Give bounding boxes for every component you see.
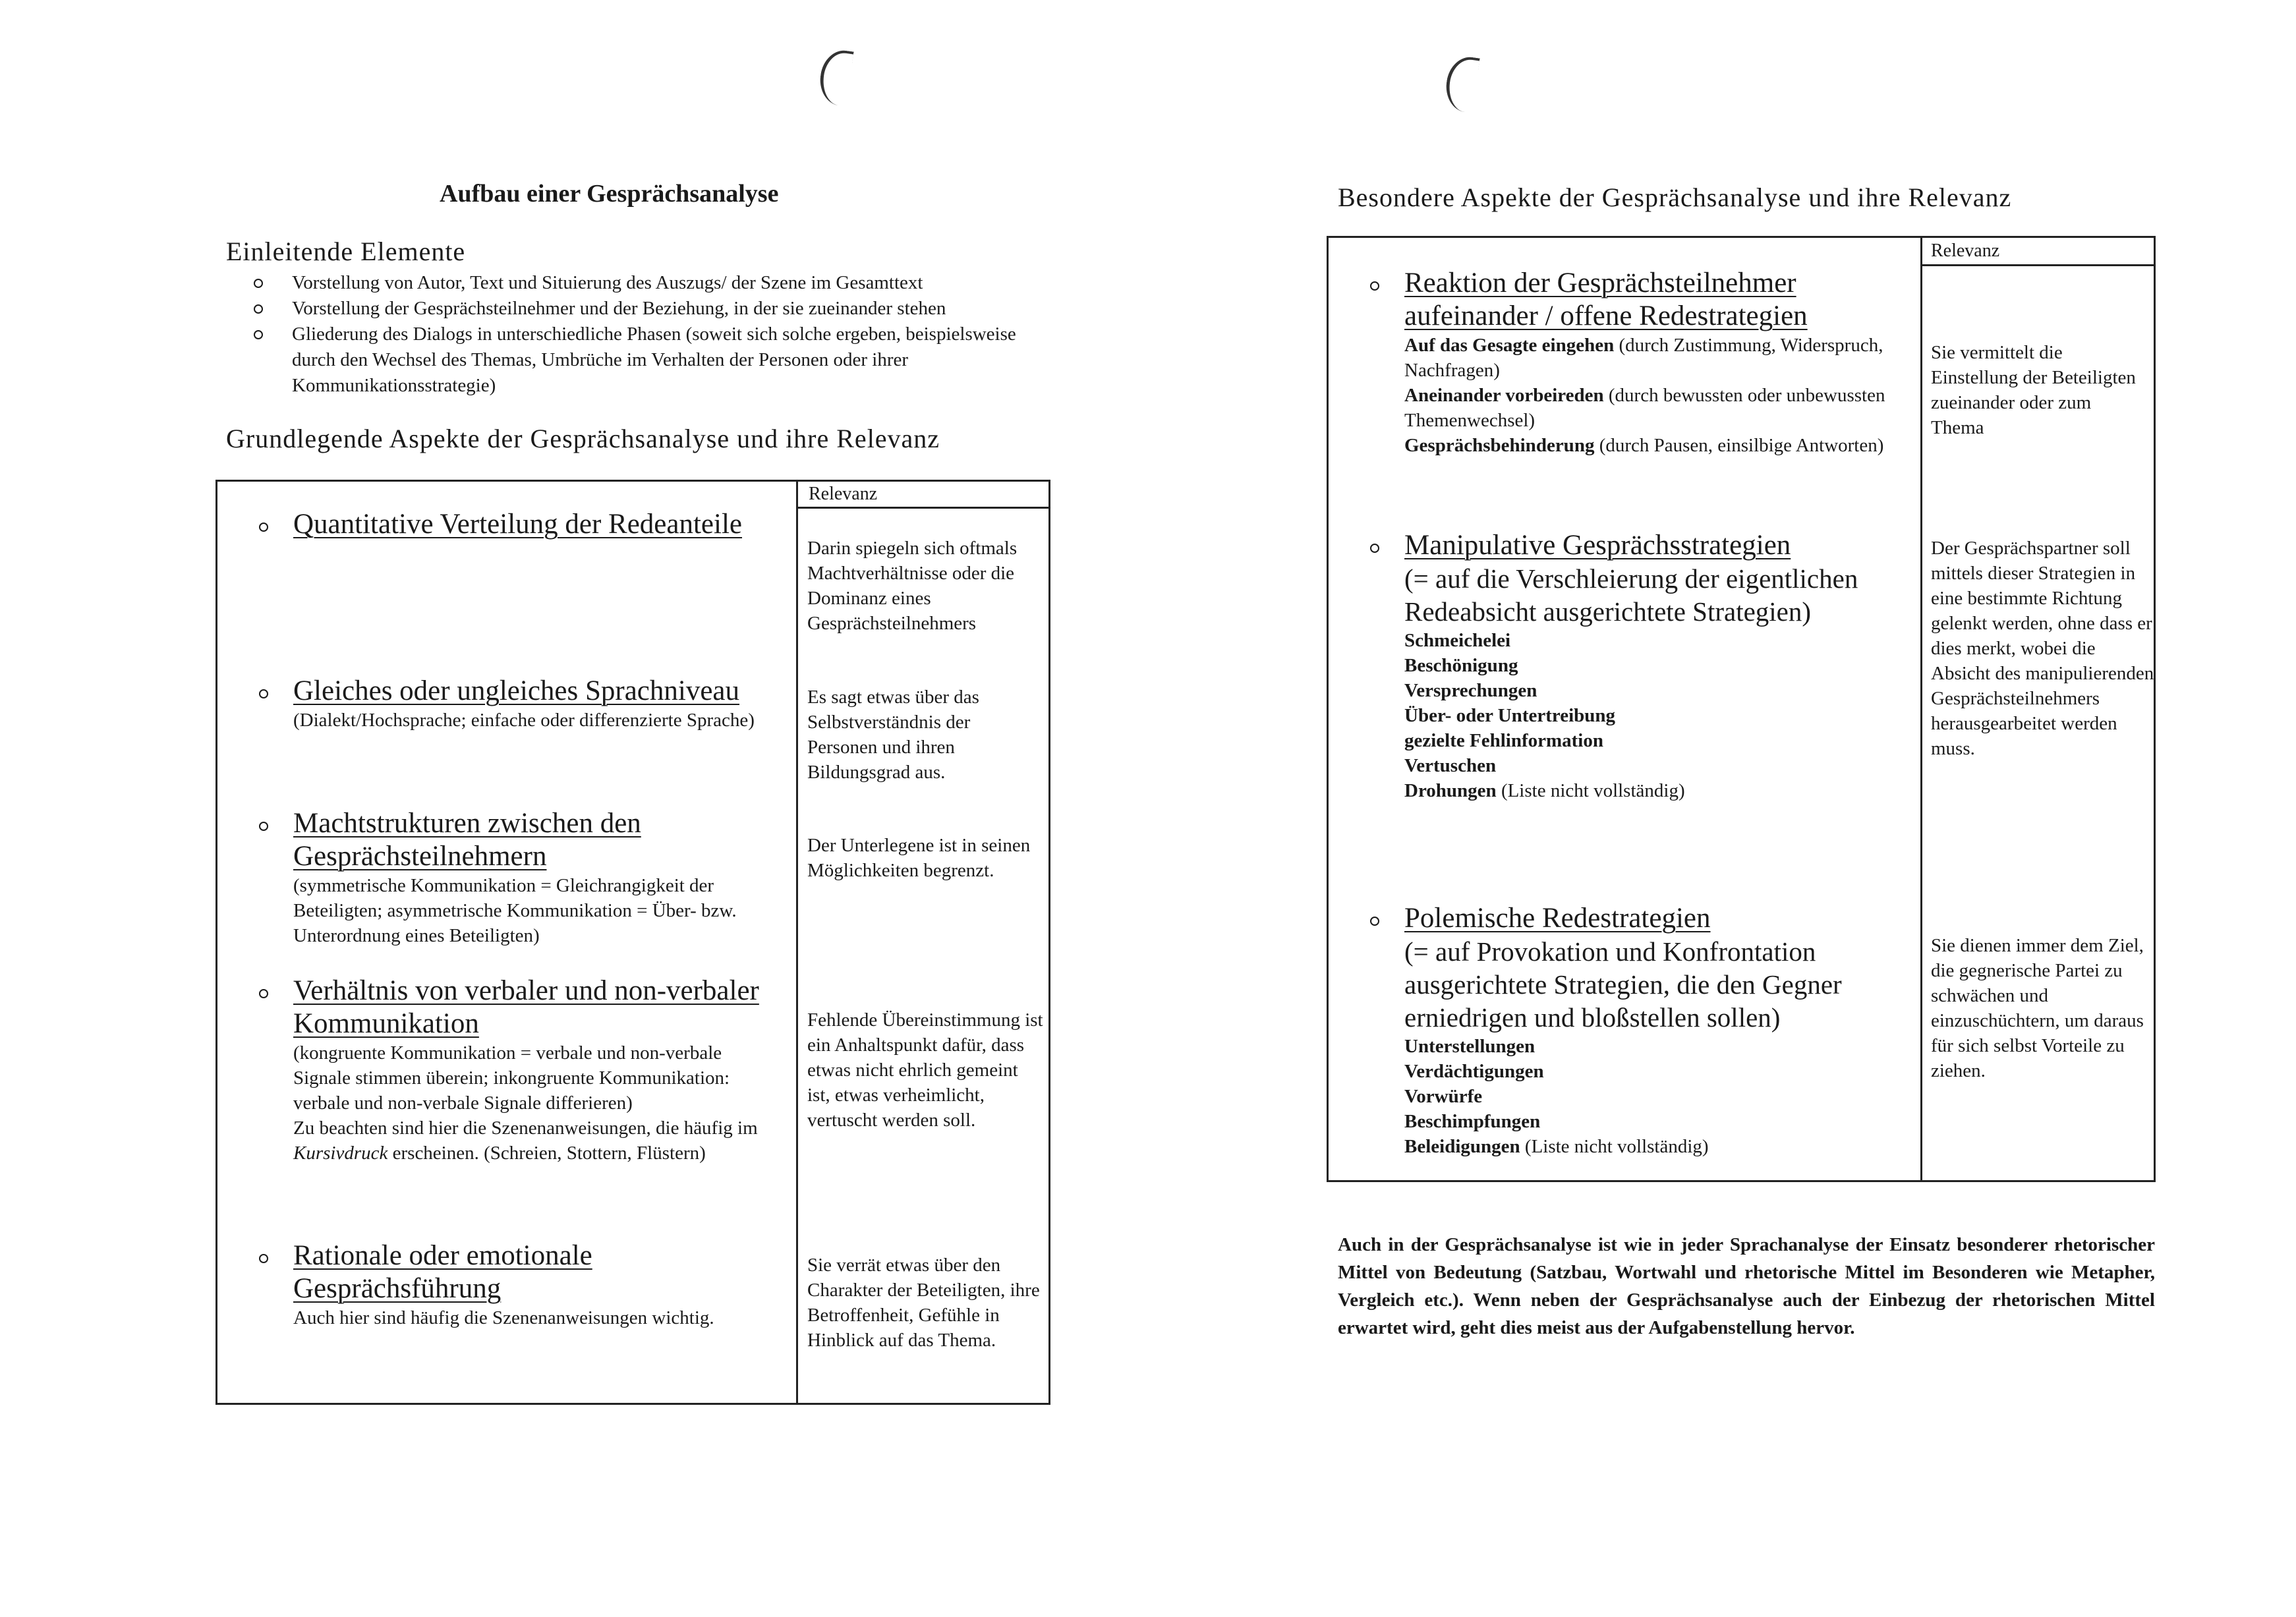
- aspect-rational-emotional: [293, 1239, 781, 1330]
- relevance-text: Fehlende Übereinstimmung ist ein Anhaltspunkt dafür, dass etwas nicht ehrlich gemeint ist, etwas verheimlicht, vertuscht werden soll.: [807, 1009, 1043, 1131]
- relevanz-header: Relevanz: [1931, 241, 2000, 261]
- aspect-machtstrukturen: [293, 807, 781, 948]
- aspect-title: Machtstrukturen zwischen den Gesprächsteilnehmern: [293, 808, 641, 872]
- left-aspects-table: [215, 480, 1050, 1405]
- aspect-title: Verhältnis von verbaler und non-verbaler Kommunikation: [293, 975, 759, 1039]
- aspect-title: Polemische Redestrategien: [1404, 903, 1711, 934]
- aspect-polemisch: [1404, 902, 1905, 1159]
- aspect-entry: Auf das Gesagte eingehen (durch Zustimmung, Widerspruch, Nachfragen): [1404, 335, 1883, 381]
- relevanz-header: Relevanz: [809, 484, 878, 504]
- list-item: Gliederung des Dialogs in unterschiedliche Phasen (soweit sich solche ergeben, beispielsweise durch den Wechsel des Themas, Umbrüche im Verhalten der Personen oder ihrer Kommunikationsstrategie): [226, 322, 1056, 399]
- aspect-manipulativ: [1404, 529, 1905, 803]
- aspect-subtitle: (= auf Provokation und Konfrontation ausgerichtete Strategien, die den Gegner erniedrigen und bloßstellen sollen): [1404, 936, 1842, 1033]
- strategy-item-last: Beleidigungen (Liste nicht vollständig): [1404, 1136, 1709, 1157]
- aspect-body: (kongruente Kommunikation = verbale und non-verbale Signale stimmen überein; inkongruente Kommunikation: verbale und non-verbale Signale differieren): [293, 1042, 730, 1114]
- intro-list: [226, 270, 1056, 399]
- punch-hole-right: [1443, 54, 1479, 113]
- relevance-text: Es sagt etwas über das Selbstverständnis der Personen und ihren Bildungsgrad aus.: [807, 687, 979, 783]
- left-table-heading: Grundlegende Aspekte der Gesprächsanalyse und ihre Relevanz: [226, 424, 940, 453]
- bullet-icon: [1370, 544, 1379, 553]
- bullet-icon: [254, 279, 263, 288]
- punch-hole-left: [817, 47, 853, 106]
- relevance-text: Sie dienen immer dem Ziel, die gegnerische Partei zu schwächen und einzuschüchtern, um daraus für sich selbst Vorteile zu ziehen.: [1931, 935, 2144, 1081]
- strategy-item: Über- oder Untertreibung: [1404, 705, 1616, 726]
- aspect-entry: Gesprächsbehinderung (durch Pausen, einsilbige Antworten): [1404, 435, 1884, 456]
- aspect-verbal-nonverbal: [293, 975, 781, 1166]
- relevance-text: Darin spiegeln sich oftmals Machtverhältnisse oder die Dominanz eines Gesprächsteilnehmers: [807, 538, 1018, 634]
- aspect-quantitative: [293, 508, 781, 541]
- bullet-icon: [1370, 917, 1379, 926]
- bullet-icon: [1370, 281, 1379, 291]
- aspect-body-note: Zu beachten sind hier die Szenenanweisungen, die häufig im Kursivdruck erscheinen. (Schreien, Stottern, Flüstern): [293, 1118, 758, 1164]
- bullet-icon: [259, 822, 268, 831]
- aspect-entry: Aneinander vorbeireden (durch bewussten oder unbewussten Themenwechsel): [1404, 385, 1885, 431]
- aspect-title: Gleiches oder ungleiches Sprachniveau: [293, 675, 739, 706]
- strategy-item-last: Drohungen (Liste nicht vollständig): [1404, 780, 1685, 801]
- relevance-text: Sie vermittelt die Einstellung der Beteiligten zueinander oder zum Thema: [1931, 342, 2136, 438]
- strategy-item: Schmeichelei: [1404, 630, 1511, 651]
- closing-paragraph: Auch in der Gesprächsanalyse ist wie in jeder Sprachanalyse der Einsatz besonderer rhetorischer Mittel von Bedeutung (Satzbau, Wortwahl und rhetorische Mittel im Besonderen wie Metapher, Vergleich etc.). Wenn neben der Gesprächsanalyse auch der Einbezug der rhetorischen Mittel erwartet wird, geht dies meist aus der Aufgabenstellung hervor.: [1338, 1234, 2155, 1338]
- strategy-item: Verdächtigungen: [1404, 1061, 1544, 1082]
- bullet-icon: [254, 330, 263, 339]
- aspect-title: Reaktion der Gesprächsteilnehmer aufeinander / offene Redestrategien: [1404, 268, 1808, 331]
- aspect-subtitle: (= auf die Verschleierung der eigentlichen Redeabsicht ausgerichtete Strategien): [1404, 563, 1858, 627]
- strategy-item: Versprechungen: [1404, 680, 1537, 701]
- strategy-item: Beschönigung: [1404, 655, 1518, 676]
- aspect-title: Quantitative Verteilung der Redeanteile: [293, 509, 742, 540]
- right-table-heading: Besondere Aspekte der Gesprächsanalyse und ihre Relevanz: [1338, 183, 2012, 212]
- bullet-icon: [259, 523, 268, 532]
- relevance-text: Sie verrät etwas über den Charakter der Beteiligten, ihre Betroffenheit, Gefühle in Hinblick auf das Thema.: [807, 1255, 1040, 1351]
- strategy-item: gezielte Fehlinformation: [1404, 730, 1603, 751]
- aspect-body: Auch hier sind häufig die Szenenanweisungen wichtig.: [293, 1307, 714, 1328]
- list-item: Vorstellung der Gesprächsteilnehmer und der Beziehung, in der sie zueinander stehen: [226, 296, 1056, 322]
- aspect-body: (Dialekt/Hochsprache; einfache oder differenzierte Sprache): [293, 710, 755, 731]
- intro-heading: Einleitende Elemente: [226, 237, 466, 266]
- bullet-icon: [259, 989, 268, 998]
- bullet-icon: [259, 1254, 268, 1263]
- aspect-title: Rationale oder emotionale Gesprächsführung: [293, 1240, 592, 1304]
- list-item: Vorstellung von Autor, Text und Situierung des Auszugs/ der Szene im Gesamttext: [226, 270, 1056, 296]
- relevance-text: Der Gesprächspartner soll mittels dieser Strategien in eine bestimmte Richtung gelenkt werden, ohne dass er dies merkt, wobei die Absicht des manipulierenden Gesprächsteilnehmers herausgearbeitet werden muss.: [1931, 538, 2154, 759]
- strategy-item: Vorwürfe: [1404, 1086, 1483, 1107]
- strategy-item: Unterstellungen: [1404, 1036, 1535, 1057]
- bullet-icon: [254, 304, 263, 314]
- aspect-reaktion: [1404, 267, 1905, 458]
- aspect-body: (symmetrische Kommunikation = Gleichrangigkeit der Beteiligten; asymmetrische Kommunikation = Über- bzw. Unterordnung eines Beteiligten): [293, 875, 737, 946]
- page-title: Aufbau einer Gesprächsanalyse: [440, 180, 779, 208]
- aspect-sprachniveau: [293, 675, 781, 733]
- relevance-text: Der Unterlegene ist in seinen Möglichkeiten begrenzt.: [807, 835, 1031, 881]
- strategy-item: Vertuschen: [1404, 755, 1497, 776]
- aspect-title: Manipulative Gesprächsstrategien: [1404, 530, 1791, 561]
- bullet-icon: [259, 689, 268, 698]
- strategy-item: Beschimpfungen: [1404, 1111, 1541, 1132]
- right-aspects-table: [1327, 236, 2156, 1182]
